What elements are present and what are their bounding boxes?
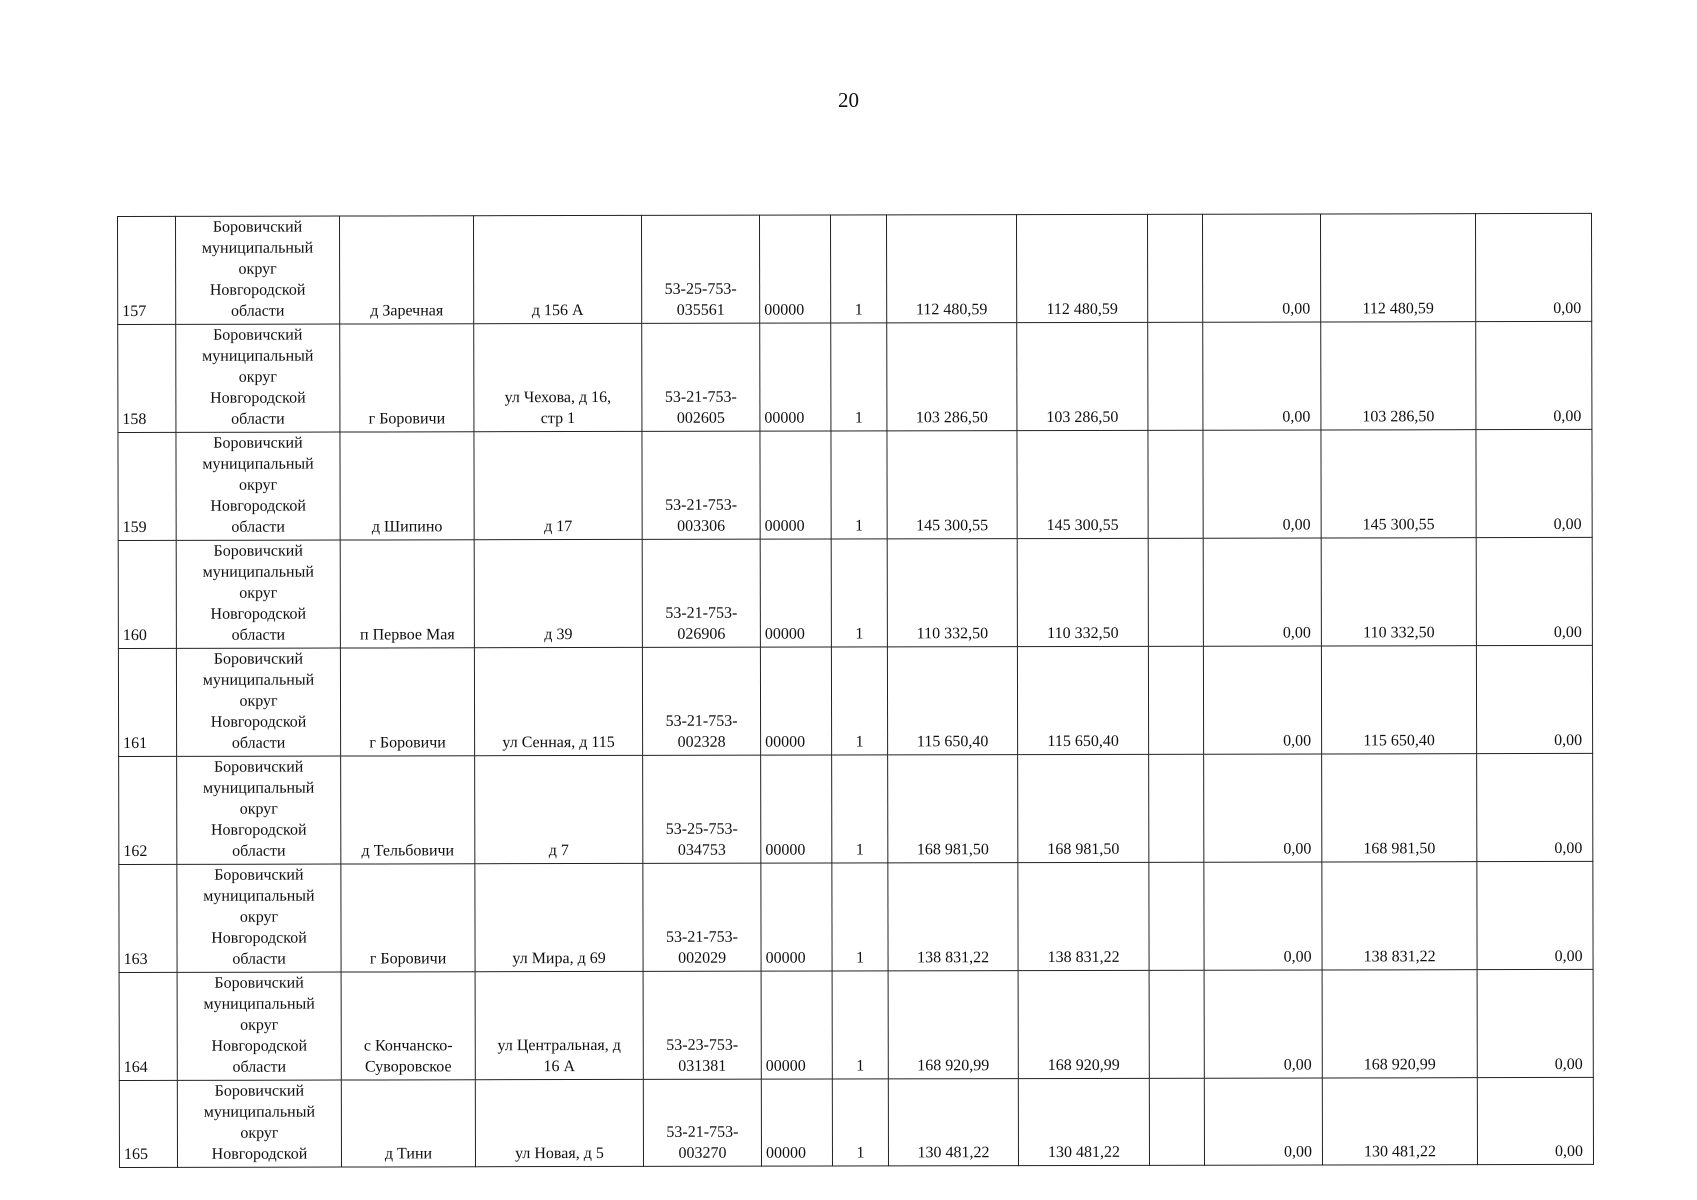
total-cell: 112 480,59 [886, 215, 1016, 323]
settlement-cell [340, 324, 474, 432]
municipality-cell-line: Новгородской [210, 389, 306, 407]
quantity-cell: 1 [832, 1079, 888, 1166]
amount-cell: 115 650,40 [1017, 646, 1148, 754]
table-row [119, 969, 1593, 1080]
settlement-cell [341, 864, 475, 972]
municipality-cell-line: муниципальный [203, 887, 315, 905]
total-cell: 168 920,99 [888, 971, 1018, 1079]
code-cell-line: 026906 [677, 625, 726, 643]
address-cell-line: ул Чехова, д 16, [504, 388, 612, 407]
code-cell [643, 755, 761, 863]
row-number: 157 [118, 216, 176, 324]
municipality-cell-line: области [231, 518, 285, 536]
end-cell: 0,00 [1477, 969, 1593, 1077]
amount-cell: 112 480,59 [1016, 214, 1147, 322]
settlement-cell-line: д Заречная [370, 302, 444, 320]
total-cell: 138 831,22 [888, 863, 1018, 971]
amount-cell: 168 981,50 [1018, 754, 1149, 862]
kind-cell: 00000 [761, 755, 832, 863]
blank-cell [1148, 430, 1203, 538]
code-cell [641, 215, 759, 323]
total-cell: 130 481,22 [888, 1079, 1018, 1166]
quantity-cell: 1 [831, 647, 887, 755]
code-cell-line: 53-25-753- [664, 280, 737, 298]
code-cell-line: 003270 [678, 1144, 727, 1162]
municipality-cell-line: области [231, 410, 285, 428]
paid-cell: 0,00 [1203, 322, 1321, 430]
row-number: 165 [119, 1080, 177, 1167]
municipality-cell-line: Новгородской [210, 821, 307, 839]
amount-cell: 103 286,50 [1017, 322, 1148, 430]
municipality-cell-line: Новгородской [209, 281, 306, 299]
kind-cell: 00000 [761, 863, 832, 971]
settlement-cell-line: с Кончанско- [363, 1037, 453, 1055]
row-number: 163 [119, 864, 177, 972]
quantity-cell: 1 [832, 755, 888, 863]
address-cell [474, 431, 642, 539]
address-cell-line: ул Новая, д 5 [515, 1144, 604, 1163]
blank-cell [1149, 1078, 1204, 1165]
municipality-cell [177, 1080, 341, 1167]
municipality-cell-line: области [232, 842, 286, 860]
row-number: 160 [118, 540, 176, 648]
end-cell: 0,00 [1477, 753, 1593, 861]
municipality-cell [176, 216, 340, 324]
page-number: 20 [838, 88, 859, 112]
code-cell-line: 53-21-753- [666, 1123, 739, 1141]
settlement-cell-line: д Тини [384, 1145, 433, 1163]
code-cell-line: 035561 [676, 301, 725, 319]
table-row [118, 537, 1592, 648]
total-cell: 115 650,40 [887, 647, 1017, 755]
municipality-cell-line: муниципальный [203, 779, 315, 797]
code-cell-line: 002605 [676, 409, 725, 427]
amount-cell: 110 332,50 [1017, 538, 1148, 646]
municipality-cell-line: Новгородской [211, 929, 307, 947]
balance-cell: 110 332,50 [1321, 538, 1476, 646]
code-cell-line: 002328 [677, 733, 726, 751]
address-cell-line: д 156 А [531, 302, 584, 320]
paid-cell: 0,00 [1204, 1078, 1322, 1165]
municipality-cell-line: Боровичский [213, 758, 304, 776]
code-cell-line: 53-23-753- [666, 1036, 739, 1054]
address-cell [475, 863, 643, 971]
municipality-cell-line: муниципальный [203, 1103, 316, 1121]
quantity-cell: 1 [831, 431, 887, 539]
address-cell-line: ул Мира, д 69 [512, 949, 606, 968]
row-number: 158 [118, 324, 176, 432]
paid-cell: 0,00 [1202, 214, 1320, 322]
municipality-cell [177, 756, 341, 864]
code-cell-line: 53-21-753- [665, 712, 738, 730]
municipality-cell-line: муниципальный [202, 347, 314, 365]
municipality-cell-line: муниципальный [202, 563, 314, 581]
code-cell [642, 323, 760, 431]
municipality-cell [176, 324, 340, 432]
code-cell-line: 003306 [677, 517, 726, 535]
balance-cell: 103 286,50 [1321, 322, 1476, 430]
balance-cell: 168 981,50 [1322, 754, 1477, 862]
balance-cell: 168 920,99 [1322, 970, 1477, 1078]
municipality-cell-line: округ [239, 584, 278, 602]
paid-cell: 0,00 [1204, 754, 1322, 862]
address-cell [474, 215, 642, 323]
municipality-cell [177, 864, 341, 972]
municipality-cell-line: муниципальный [202, 455, 314, 473]
municipality-cell-line: муниципальный [201, 239, 314, 257]
row-number: 159 [118, 432, 176, 540]
address-cell [475, 971, 643, 1079]
municipality-cell-line: Боровичский [213, 434, 303, 452]
amount-cell: 130 481,22 [1018, 1078, 1149, 1165]
balance-cell: 145 300,55 [1321, 430, 1476, 538]
municipality-cell-line: Боровичский [213, 542, 303, 560]
quantity-cell: 1 [830, 215, 886, 323]
code-cell-line: 53-21-753- [665, 604, 738, 622]
row-number: 162 [119, 756, 177, 864]
end-cell: 0,00 [1476, 537, 1592, 645]
address-cell-line: ул Сенная, д 115 [502, 733, 615, 752]
address-cell [475, 1079, 643, 1166]
blank-cell [1148, 538, 1203, 646]
municipality-cell-line: округ [239, 692, 278, 710]
address-cell-line: д 7 [548, 842, 569, 860]
table-row [118, 321, 1592, 432]
code-cell [642, 539, 760, 647]
table-row [118, 429, 1592, 540]
amount-cell: 145 300,55 [1017, 430, 1148, 538]
kind-cell: 00000 [760, 323, 831, 431]
code-cell-line: 031381 [678, 1057, 727, 1075]
municipality-cell-line: муниципальный [203, 995, 315, 1013]
code-cell-line: 53-21-753- [665, 928, 739, 946]
table-row [118, 213, 1592, 324]
settlement-cell-line: д Шипино [371, 518, 443, 536]
municipality-cell-line: области [231, 734, 286, 752]
blank-cell [1149, 970, 1204, 1078]
municipality-cell [176, 648, 340, 756]
code-cell [643, 1079, 761, 1166]
kind-cell: 00000 [761, 971, 832, 1079]
end-cell: 0,00 [1475, 213, 1591, 321]
municipality-cell [176, 540, 340, 648]
municipality-cell-line: области [230, 302, 285, 320]
blank-cell [1148, 646, 1203, 754]
end-cell: 0,00 [1476, 429, 1592, 537]
amount-cell: 168 920,99 [1018, 970, 1149, 1078]
municipality-cell-line: Новгородской [210, 713, 307, 731]
table-row [119, 861, 1593, 972]
municipality-cell-line: Новгородской [210, 497, 306, 515]
municipality-cell [176, 432, 340, 540]
blank-cell [1149, 754, 1204, 862]
kind-cell: 00000 [759, 215, 830, 323]
settlement-cell-line: г Боровичи [369, 950, 447, 968]
municipality-cell-line: округ [238, 260, 277, 278]
municipality-cell-line: области [232, 950, 286, 968]
kind-cell: 00000 [760, 431, 831, 539]
quantity-cell: 1 [831, 323, 887, 431]
settlement-cell [340, 648, 474, 756]
address-cell-line: д 17 [544, 518, 573, 536]
row-number: 164 [119, 972, 177, 1080]
municipality-cell-line: округ [238, 476, 278, 494]
code-cell [643, 971, 761, 1079]
settlement-cell [340, 216, 474, 324]
row-number: 161 [118, 648, 176, 756]
municipality-cell [177, 972, 341, 1080]
municipality-cell-line: округ [238, 368, 277, 386]
paid-cell: 0,00 [1203, 430, 1321, 538]
address-cell-line: д 39 [544, 626, 573, 644]
end-cell: 0,00 [1476, 645, 1592, 753]
table-row [118, 645, 1592, 756]
paid-cell: 0,00 [1204, 862, 1322, 970]
settlement-cell-line: п Первое Мая [360, 626, 455, 644]
end-cell: 0,00 [1477, 861, 1593, 969]
address-cell [475, 755, 643, 863]
municipality-cell-line: Новгородской [210, 605, 307, 623]
municipality-cell-line: Боровичский [214, 1082, 305, 1100]
blank-cell [1148, 322, 1203, 430]
table-row [119, 1077, 1593, 1167]
code-cell [642, 431, 760, 539]
code-cell-line: 002029 [678, 949, 727, 967]
amount-cell: 138 831,22 [1018, 862, 1149, 970]
code-cell-line: 53-25-753- [665, 820, 738, 838]
quantity-cell: 1 [831, 539, 887, 647]
settlement-cell [341, 972, 475, 1080]
total-cell: 103 286,50 [887, 323, 1017, 431]
table-row [119, 753, 1593, 864]
blank-cell [1147, 214, 1202, 322]
municipality-cell-line: Боровичский [212, 218, 303, 236]
balance-cell: 130 481,22 [1322, 1078, 1477, 1165]
kind-cell: 00000 [761, 1079, 832, 1166]
municipality-cell-line: муниципальный [202, 671, 315, 689]
kind-cell: 00000 [760, 647, 831, 755]
total-cell: 145 300,55 [887, 431, 1017, 539]
address-cell-line: ул Центральная, д [497, 1036, 621, 1055]
paid-cell: 0,00 [1204, 970, 1322, 1078]
blank-cell [1149, 862, 1204, 970]
settlement-cell [340, 540, 474, 648]
settlement-cell [341, 1080, 475, 1167]
code-cell-line: 53-21-753- [665, 496, 738, 514]
address-cell-line: 16 А [543, 1058, 576, 1076]
municipality-cell-line: округ [239, 908, 279, 926]
registry-table [117, 213, 1594, 1168]
paid-cell: 0,00 [1203, 646, 1321, 754]
municipality-cell-line: Новгородской [211, 1037, 308, 1055]
code-cell [643, 863, 761, 971]
settlement-cell [341, 756, 475, 864]
end-cell: 0,00 [1477, 1077, 1593, 1164]
municipality-cell-line: Новгородской [211, 1145, 308, 1163]
municipality-cell-line: области [231, 626, 286, 644]
address-cell-line: стр 1 [540, 410, 576, 428]
municipality-cell-line: области [232, 1058, 287, 1076]
municipality-cell-line: округ [239, 800, 278, 818]
municipality-cell-line: округ [240, 1124, 279, 1142]
table-body [118, 213, 1594, 1167]
balance-cell: 115 650,40 [1321, 646, 1476, 754]
quantity-cell: 1 [832, 863, 888, 971]
settlement-cell [340, 432, 474, 540]
code-cell-line: 53-21-753- [664, 388, 737, 406]
kind-cell: 00000 [760, 539, 831, 647]
address-cell [474, 539, 642, 647]
municipality-cell-line: Боровичский [213, 326, 303, 344]
code-cell [642, 647, 760, 755]
settlement-cell-line: д Тельбовичи [361, 842, 455, 860]
balance-cell: 138 831,22 [1322, 862, 1477, 970]
municipality-cell-line: округ [240, 1016, 279, 1034]
municipality-cell-line: Боровичский [214, 866, 304, 884]
settlement-cell-line: Суворовское [364, 1058, 452, 1076]
address-cell [474, 323, 642, 431]
municipality-cell-line: Боровичский [213, 650, 304, 668]
paid-cell: 0,00 [1203, 538, 1321, 646]
settlement-cell-line: г Боровичи [369, 734, 446, 752]
address-cell [474, 647, 642, 755]
total-cell: 168 981,50 [888, 755, 1018, 863]
municipality-cell-line: Боровичский [214, 974, 304, 992]
balance-cell: 112 480,59 [1320, 214, 1475, 322]
settlement-cell-line: г Боровичи [368, 410, 446, 428]
end-cell: 0,00 [1476, 321, 1592, 429]
code-cell-line: 034753 [677, 841, 726, 859]
total-cell: 110 332,50 [887, 539, 1017, 647]
quantity-cell: 1 [832, 971, 888, 1079]
